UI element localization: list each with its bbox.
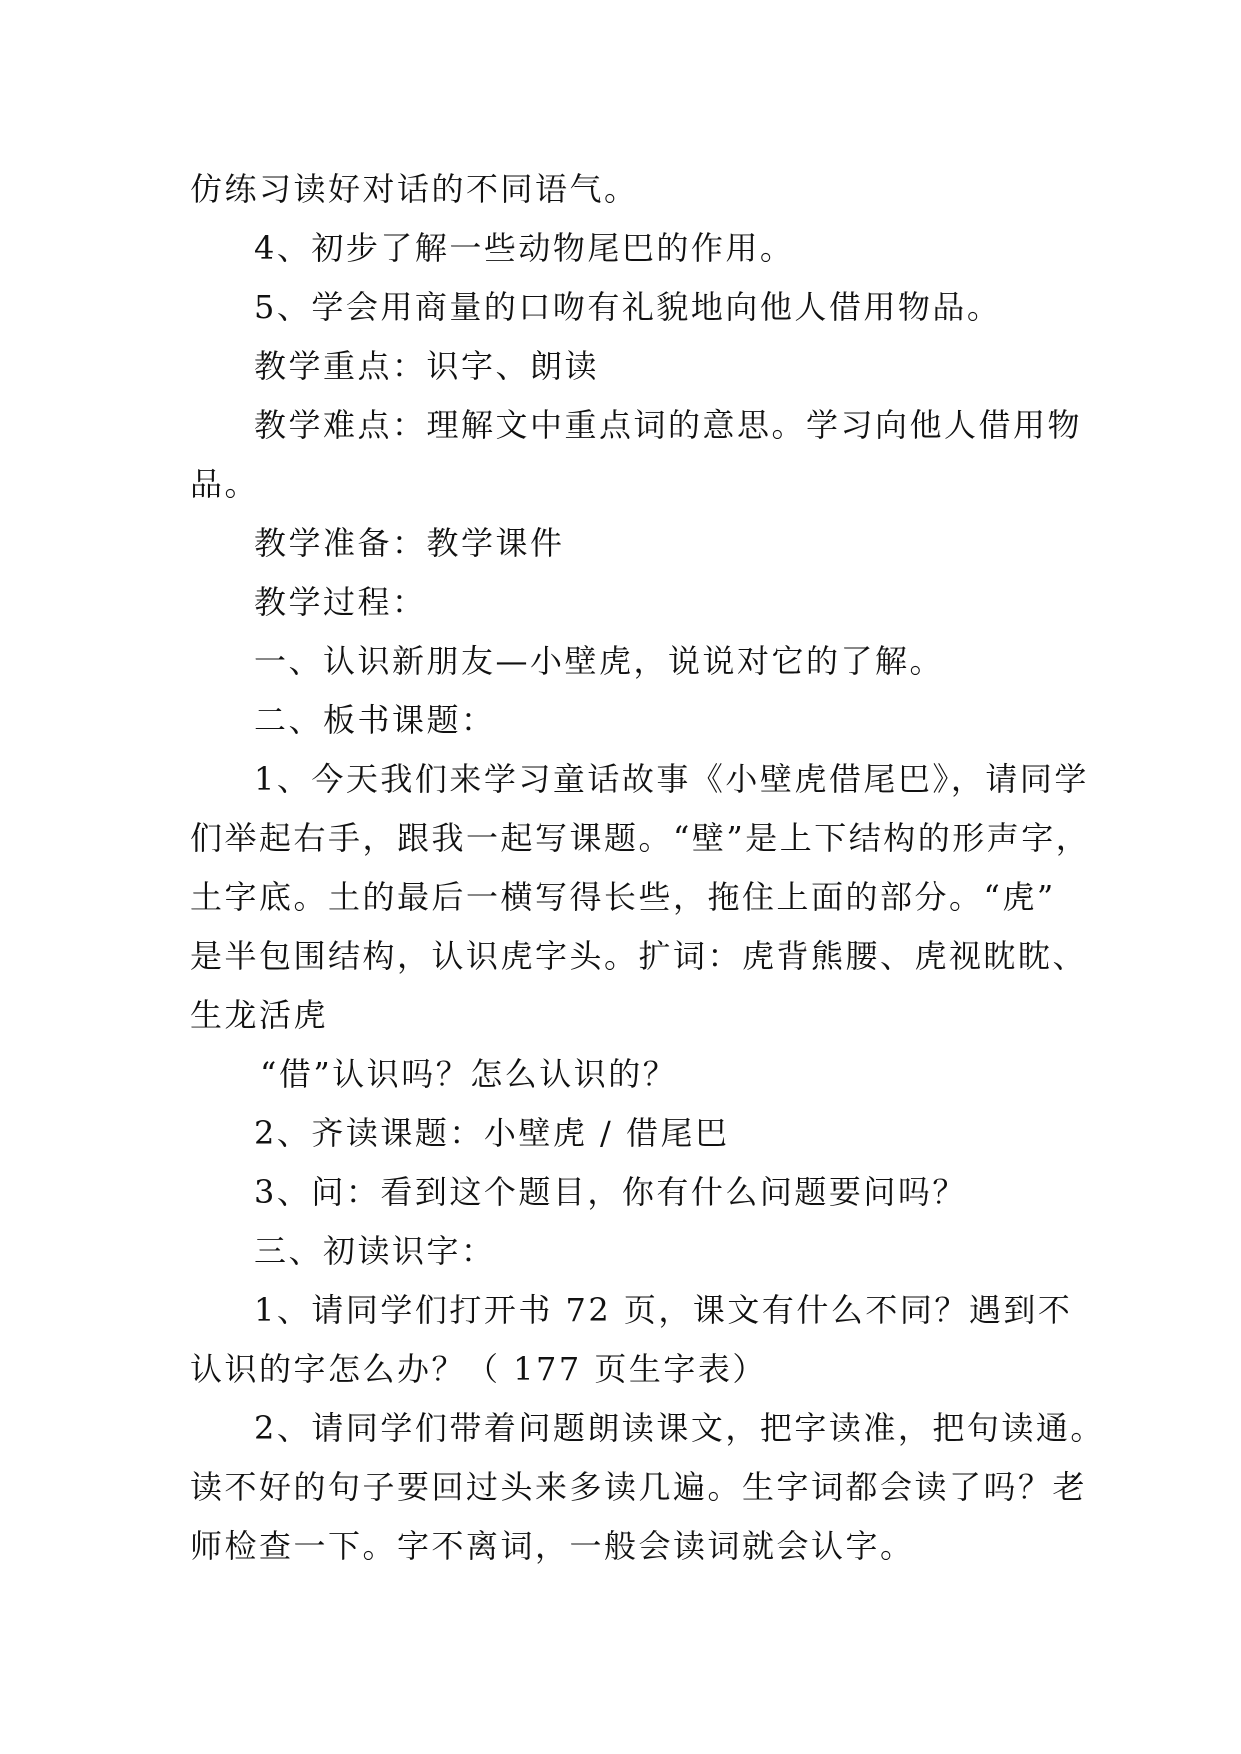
text-line: 读不好的句子要回过头来多读几遍。生字词都会读了吗？老 xyxy=(190,1468,1088,1506)
text-line: 认识的字怎么办？（ 177 页生字表） xyxy=(190,1350,767,1388)
text-line: 4、初步了解一些动物尾巴的作用。 xyxy=(254,229,795,267)
text-line: 仿练习读好对话的不同语气。 xyxy=(190,170,639,208)
text-line: 一、认识新朋友—小壁虎，说说对它的了解。 xyxy=(254,642,945,680)
text-line: 品。 xyxy=(190,465,260,503)
text-line: 三、初读识字： xyxy=(254,1232,496,1270)
text-line: 2、齐读课题：小壁虎 / 借尾巴 xyxy=(254,1114,730,1152)
text-line: 们举起右手，跟我一起写课题。“壁”是上下结构的形声字， xyxy=(190,819,1091,857)
text-line: “借”认识吗？怎么认识的？ xyxy=(260,1055,678,1093)
text-line: 教学过程： xyxy=(254,583,427,621)
text-line: 土字底。土的最后一横写得长些，拖住上面的部分。“虎” xyxy=(190,878,1056,916)
text-line: 二、板书课题： xyxy=(254,701,496,739)
text-line: 教学难点：理解文中重点词的意思。学习向他人借用物 xyxy=(254,406,1083,444)
text-line: 生龙活虎 xyxy=(190,996,329,1034)
text-line: 5、学会用商量的口吻有礼貌地向他人借用物品。 xyxy=(254,288,1002,326)
text-line: 是半包围结构，认识虎字头。扩词：虎背熊腰、虎视眈眈、 xyxy=(190,937,1088,975)
text-line: 2、请同学们带着问题朗读课文，把字读准，把句读通。 xyxy=(254,1409,1105,1447)
text-line: 1、今天我们来学习童话故事《小壁虎借尾巴》，请同学 xyxy=(254,760,1089,798)
text-line: 1、请同学们打开书 72 页，课文有什么不同？遇到不 xyxy=(254,1291,1073,1329)
body-text xyxy=(190,160,1105,1576)
text-line: 师检查一下。字不离词，一般会读词就会认字。 xyxy=(190,1527,915,1565)
text-line: 教学重点：识字、朗读 xyxy=(254,347,600,385)
text-line: 3、问：看到这个题目，你有什么问题要问吗？ xyxy=(254,1173,967,1211)
text-line: 教学准备：教学课件 xyxy=(254,524,565,562)
